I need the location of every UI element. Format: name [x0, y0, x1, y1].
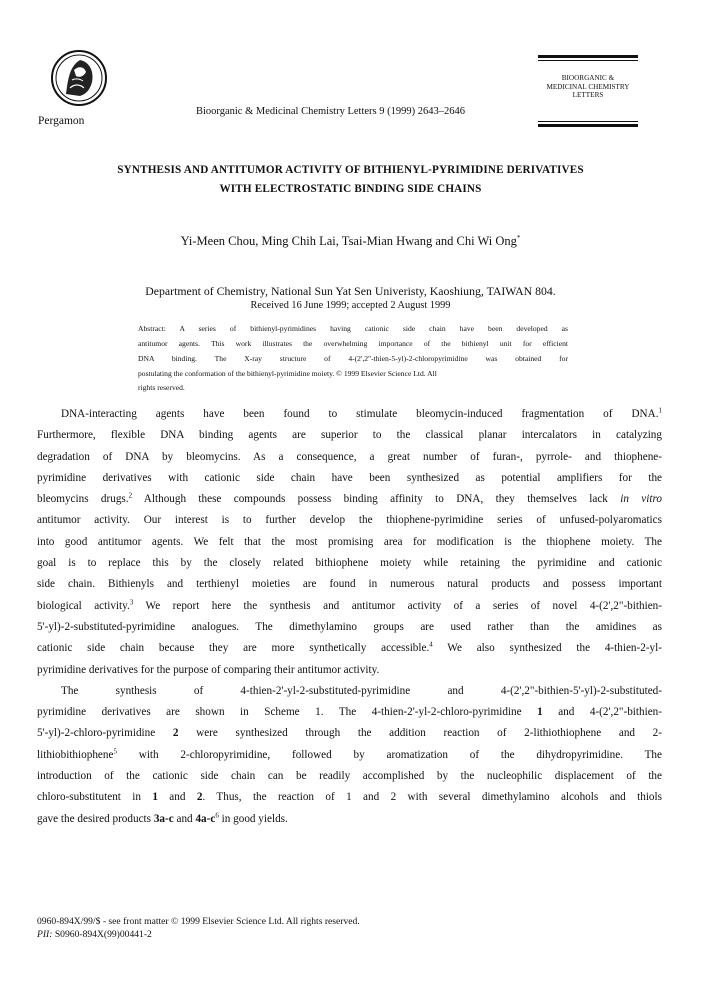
header-rule-bottom-thin [538, 121, 638, 122]
text-run: degradation of DNA by bleomycins. As a consequence, a great number of furan-, pyrrole- and thiophene- [37, 450, 662, 463]
abstract [138, 322, 568, 393]
abstract-line: DNA binding. The X-ray structure of 4-(2',2"-thien-5-yl)-2-chloropyrimidine was obtained for [138, 353, 568, 363]
text-run: introduction of the cationic side chain can be readily accomplished by the nucleophilic displacement of the [37, 770, 662, 783]
affiliation: Department of Chemistry, National Sun Yat Sen Univeristy, Kaoshiung, TAIWAN 804. [145, 284, 556, 298]
text-run: cationic side chain because they are more synthetically accessible. [37, 642, 430, 655]
text-run: Furthermore, flexible DNA binding agents are superior to the classical planar intercalators in catalyzing [37, 429, 662, 442]
article-title-line: WITH ELECTROSTATIC BINDING SIDE CHAINS [219, 183, 482, 195]
text-run: pyrimidine derivatives with cationic side chain have been synthesized as potential amplifiers for the [37, 471, 662, 484]
copyright-line: 0960-894X/99/$ - see front matter © 1999 Elsevier Science Ltd. All rights reserved. [37, 916, 360, 927]
abstract-line: antitumor agents. This work illustrates the overwhelming importance of the bithienyl unit for efficient [138, 338, 568, 348]
text-run: lithiobithiophene [37, 748, 114, 761]
elsevier-tree-logo [50, 48, 108, 112]
pii-value: S0960-894X(99)00441-2 [52, 929, 152, 940]
reference-marker: 1 [658, 406, 662, 415]
body-text [37, 404, 662, 830]
header-rule-bottom [538, 124, 638, 127]
body-line [37, 574, 662, 595]
reference-marker: 3 [129, 597, 134, 606]
header-rule-top [538, 55, 638, 58]
text-run: 5'-yl)-2-substituted-pyrimidine analogues. The dimethylamino groups are used rather than the amidines as [37, 620, 662, 633]
body-line [37, 489, 662, 510]
compound-number: 1 [537, 706, 543, 719]
text-run: and 4-(2',2"-bithien- [542, 706, 663, 719]
pii-line [37, 928, 360, 941]
text-run: biological activity. [37, 599, 130, 612]
text-run: goal is to replace this by the closely related bithiophene moiety while retaining the pyrimidine and cationic [37, 557, 662, 570]
body-line [37, 766, 662, 787]
text-run: bleomycins drugs. [37, 493, 129, 506]
brand-line: BIOORGANIC & [561, 74, 615, 82]
text-run: into good antitumor agents. We felt that the most promising area for modification is the thiophene moiety. The [37, 535, 662, 548]
text-run: Although these compounds possess binding affinity to DNA, they themselves lack [132, 493, 621, 506]
text-run: We report here the synthesis and antitumor activity of a series of novel 4-(2',2"-bithien- [133, 599, 662, 612]
body-line [37, 638, 662, 659]
text-run: were synthesized through the addition reaction of 2-lithiothiophene and 2- [178, 727, 662, 740]
body-line [37, 681, 662, 702]
abstract-line: rights reserved. [138, 382, 185, 392]
text-run: DNA-interacting agents have been found to stimulate bleomycin-induced fragmentation of DNA. [61, 408, 659, 420]
text-run: The synthesis of 4-thien-2'-yl-2-substituted-pyrimidine and 4-(2',2"-bithien-5'-yl)-2-substituted- [61, 684, 662, 697]
paragraph-synthesis [37, 681, 662, 830]
reference-marker: 2 [128, 491, 133, 500]
journal-citation: Bioorganic & Medicinal Chemistry Letters 9 (1999) 2643–2646 [196, 106, 465, 117]
body-line [37, 510, 662, 531]
reference-marker: 4 [429, 640, 433, 649]
abstract-line: postulating the conformation of the bithienyl-pyrimidine moiety. © 1999 Elsevier Science Ltd. All [138, 368, 437, 378]
body-line [37, 787, 662, 808]
text-run: pyrimidine derivatives for the purpose of comparing their antitumor activity. [37, 663, 380, 676]
text-run: We also synthesized the 4-thien-2-yl- [432, 642, 662, 655]
text-run: chloro-substitutent in [37, 791, 153, 804]
pii-label: PII: [37, 929, 53, 940]
header-rule-top-thin [538, 60, 638, 61]
text-run: with 2-chloropyrimidine, followed by aromatization of the dihydropyrimidine. The [116, 748, 662, 761]
body-line [37, 447, 662, 468]
text-run: pyrimidine derivatives are shown in Scheme 1. The 4-thien-2'-yl-2-chloro-pyrimidine [37, 706, 538, 719]
received-dates: Received 16 June 1999; accepted 2 August 1999 [250, 300, 451, 311]
journal-brand [538, 74, 638, 100]
reference-marker: 5 [113, 747, 117, 756]
text-run: antitumor activity. Our interest is to further develop the thiophene-pyrimidine series of unfused-polyaromatics [37, 514, 662, 527]
publisher-name: Pergamon [38, 115, 85, 127]
text-run: in good yields. [218, 812, 288, 825]
reference-marker: 6 [215, 810, 219, 819]
body-line [37, 660, 662, 681]
brand-line: LETTERS [572, 91, 604, 100]
body-line [37, 596, 662, 617]
author-list [0, 234, 701, 249]
text-run: gave the desired products [37, 812, 154, 825]
italic-term: in vitro [620, 493, 662, 506]
compound-number: 3a-c [153, 812, 174, 825]
compound-number: 1 [152, 791, 158, 804]
text-run: and [157, 791, 197, 804]
body-line [37, 532, 662, 553]
brand-line: MEDICINAL CHEMISTRY [546, 82, 630, 91]
text-run: side chain. Bithienyls and terthienyl moieties are found in numerous natural products and possess important [37, 578, 662, 591]
paragraph-intro [37, 404, 662, 681]
body-line [37, 745, 662, 766]
body-line [37, 468, 662, 489]
corresponding-author-mark: * [516, 234, 521, 242]
authors-text: Yi-Meen Chou, Ming Chih Lai, Tsai-Mian Hwang and Chi Wi Ong [180, 234, 517, 249]
body-line [37, 425, 662, 446]
body-line [37, 702, 662, 723]
compound-number: 4a-c [195, 812, 216, 825]
body-line [37, 723, 662, 744]
compound-number: 2 [196, 791, 203, 804]
text-run: . Thus, the reaction of 1 and 2 with several dimethylamino alcohols and thiols [202, 791, 662, 804]
article-title-line: SYNTHESIS AND ANTITUMOR ACTIVITY OF BITHIENYL-PYRIMIDINE DERIVATIVES [117, 164, 584, 176]
body-line [37, 617, 662, 638]
compound-number: 2 [172, 727, 179, 740]
body-line [37, 553, 662, 574]
text-run: 5'-yl)-2-chloro-pyrimidine [37, 727, 173, 740]
body-line [37, 809, 662, 830]
text-run: and [173, 812, 196, 825]
body-line [37, 404, 662, 425]
footer [37, 915, 360, 941]
abstract-line: Abstract: A series of bithienyl-pyrimidines having cationic side chain have been developed as [138, 324, 568, 333]
